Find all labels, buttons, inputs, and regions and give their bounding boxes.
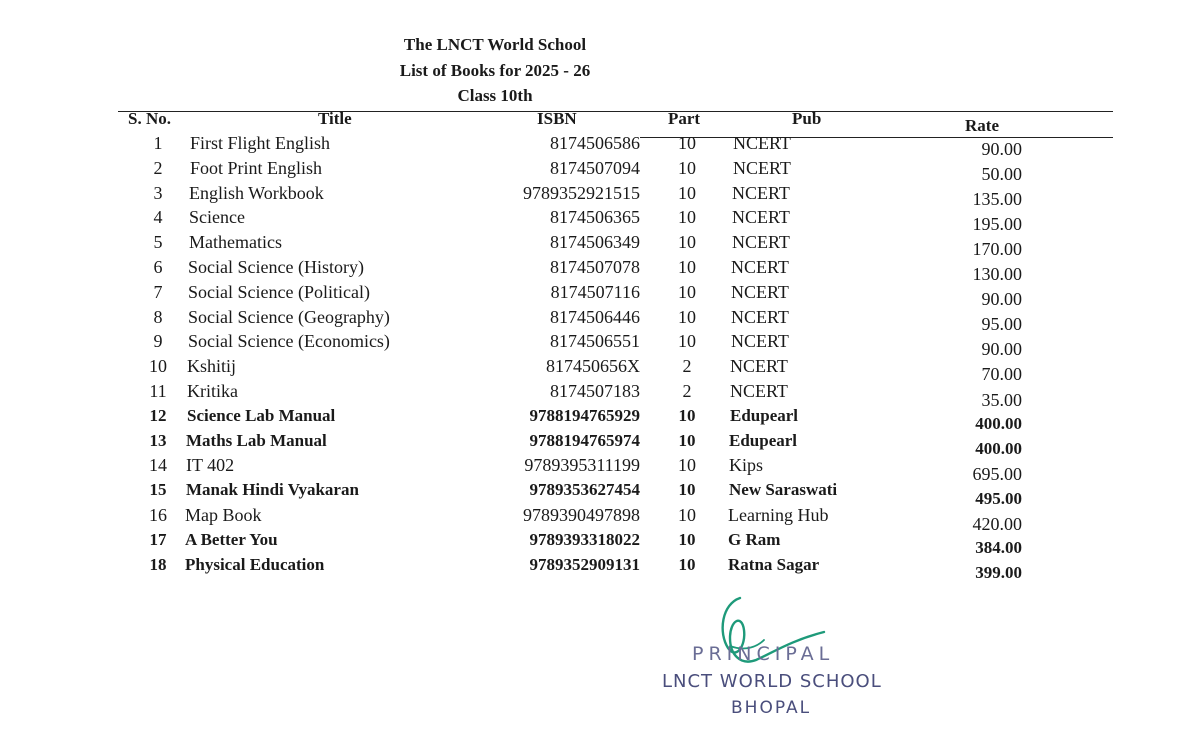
row-part: 2 <box>682 381 692 401</box>
row-title: Science <box>189 207 245 228</box>
row-rate: 399.00 <box>975 563 1022 583</box>
row-part: 10 <box>678 529 696 549</box>
row-publisher: Learning Hub <box>728 505 829 525</box>
row-rate: 400.00 <box>975 414 1022 434</box>
row-sno: 17 <box>149 529 167 549</box>
table-row <box>0 157 1201 185</box>
row-part: 10 <box>678 480 696 500</box>
row-part: 10 <box>678 405 696 425</box>
row-publisher: NCERT <box>732 207 790 228</box>
table-row <box>0 281 1201 310</box>
table-row <box>0 480 1201 508</box>
row-title: Social Science (Political) <box>188 281 370 302</box>
row-publisher: NCERT <box>731 306 789 327</box>
row-publisher: NCERT <box>730 381 788 401</box>
principal-signature <box>700 590 830 680</box>
table-row <box>0 182 1201 210</box>
stamp-school: LNCT WORLD SCHOOL <box>662 671 882 692</box>
row-isbn: 8174506551 <box>550 331 640 352</box>
table-row <box>0 430 1201 459</box>
row-part: 10 <box>678 306 696 327</box>
row-isbn: 9789395311199 <box>524 455 640 476</box>
row-part: 10 <box>678 257 696 277</box>
row-title: Kritika <box>187 381 238 401</box>
table-row <box>0 356 1201 385</box>
table-row <box>0 207 1201 235</box>
row-isbn: 817450656X <box>546 356 640 377</box>
table-row <box>0 257 1201 285</box>
row-isbn: 8174507078 <box>550 257 640 277</box>
row-sno: 7 <box>153 281 163 302</box>
row-part: 2 <box>682 356 692 377</box>
row-title: Map Book <box>185 505 262 525</box>
row-rate: 70.00 <box>981 364 1022 385</box>
table-row <box>0 529 1201 558</box>
row-part: 10 <box>678 232 696 253</box>
table-row <box>0 505 1201 534</box>
row-title: Physical Education <box>185 554 325 574</box>
row-title: Mathematics <box>189 232 282 253</box>
row-part: 10 <box>678 182 696 203</box>
row-isbn: 9789393318022 <box>529 529 640 549</box>
column-rate: Rate <box>965 116 999 135</box>
row-sno: 10 <box>149 356 167 377</box>
row-rate: 35.00 <box>981 389 1022 410</box>
row-rate: 400.00 <box>975 439 1022 459</box>
row-sno: 8 <box>153 306 163 327</box>
row-publisher: Edupearl <box>729 430 798 450</box>
column-isbn: ISBN <box>537 109 577 128</box>
row-title: IT 402 <box>186 455 235 476</box>
row-part: 10 <box>678 331 696 352</box>
row-publisher: Kips <box>729 455 764 476</box>
row-rate: 195.00 <box>972 214 1022 235</box>
list-title: List of Books for 2025 - 26 <box>399 61 591 80</box>
row-sno: 12 <box>149 405 167 425</box>
stamp-principal: PRINCIPAL <box>692 643 835 665</box>
row-part: 10 <box>678 133 696 153</box>
row-isbn: 8174506586 <box>550 133 640 153</box>
row-sno: 18 <box>149 554 167 574</box>
class-title: Class 10th <box>457 86 533 105</box>
row-publisher: NCERT <box>733 157 791 178</box>
row-title: A Better You <box>185 529 278 549</box>
row-rate: 130.00 <box>972 264 1022 285</box>
row-publisher: NCERT <box>732 182 790 203</box>
row-isbn: 8174506365 <box>550 207 640 228</box>
row-rate: 384.00 <box>975 538 1022 558</box>
row-publisher: NCERT <box>730 356 788 377</box>
row-sno: 9 <box>153 331 163 352</box>
row-rate: 420.00 <box>972 513 1022 534</box>
row-sno: 14 <box>149 455 167 476</box>
table-row <box>0 405 1201 434</box>
row-sno: 1 <box>153 133 163 153</box>
row-part: 10 <box>678 430 696 450</box>
table-row <box>0 331 1201 360</box>
row-isbn: 9788194765974 <box>529 430 640 450</box>
school-name: The LNCT World School <box>403 35 587 54</box>
row-rate: 695.00 <box>972 463 1022 484</box>
row-sno: 4 <box>153 207 163 228</box>
table-row <box>0 381 1201 410</box>
column-part: Part <box>668 109 701 128</box>
row-publisher: NCERT <box>731 257 789 277</box>
row-isbn: 8174507116 <box>550 281 640 302</box>
row-publisher: New Saraswati <box>729 480 838 500</box>
row-sno: 2 <box>153 157 163 178</box>
row-rate: 90.00 <box>981 339 1022 360</box>
row-sno: 11 <box>149 381 167 401</box>
row-part: 10 <box>678 505 696 525</box>
row-title: Science Lab Manual <box>187 405 336 425</box>
row-title: Social Science (Geography) <box>188 306 390 327</box>
row-sno: 16 <box>149 505 167 525</box>
row-title: Maths Lab Manual <box>186 430 327 450</box>
row-part: 10 <box>678 554 696 574</box>
table-row <box>0 232 1201 260</box>
row-isbn: 8174507183 <box>550 381 640 401</box>
row-part: 10 <box>678 157 696 178</box>
row-rate: 135.00 <box>972 189 1022 210</box>
row-rate: 95.00 <box>981 314 1022 335</box>
row-title: Kshitij <box>187 356 237 377</box>
row-publisher: NCERT <box>733 133 791 153</box>
row-sno: 3 <box>153 182 163 203</box>
row-sno: 5 <box>153 232 163 253</box>
column-pub: Pub <box>792 109 822 128</box>
table-row <box>0 554 1201 583</box>
row-rate: 90.00 <box>981 139 1022 159</box>
table-row <box>0 133 1201 157</box>
row-title: English Workbook <box>189 182 324 203</box>
row-publisher: Edupearl <box>730 405 799 425</box>
row-isbn: 9788194765929 <box>529 405 640 425</box>
column-sno: S. No. <box>128 109 171 128</box>
row-isbn: 8174507094 <box>550 157 640 178</box>
row-isbn: 8174506349 <box>550 232 640 253</box>
row-title: Manak Hindi Vyakaran <box>186 480 359 500</box>
stamp-city: BHOPAL <box>731 698 812 718</box>
table-row <box>0 306 1201 335</box>
header-rule <box>118 111 1113 112</box>
row-title: Social Science (Economics) <box>188 331 390 352</box>
row-publisher: NCERT <box>732 232 790 253</box>
row-isbn: 9789353627454 <box>529 480 640 500</box>
row-rate: 90.00 <box>981 289 1022 310</box>
row-isbn: 9789352909131 <box>529 554 640 574</box>
row-part: 10 <box>678 455 696 476</box>
row-rate: 495.00 <box>975 488 1022 508</box>
row-isbn: 8174506446 <box>550 306 640 327</box>
row-part: 10 <box>678 207 696 228</box>
row-sno: 6 <box>153 257 163 277</box>
row-title: Social Science (History) <box>188 257 364 277</box>
row-publisher: NCERT <box>731 281 789 302</box>
column-title: Title <box>318 109 352 128</box>
row-publisher: G Ram <box>728 529 781 549</box>
row-isbn: 9789352921515 <box>523 182 640 203</box>
row-title: First Flight English <box>190 133 331 153</box>
row-publisher: Ratna Sagar <box>728 554 820 574</box>
row-isbn: 9789390497898 <box>523 505 640 525</box>
row-rate: 50.00 <box>981 164 1022 185</box>
row-sno: 15 <box>149 480 167 500</box>
row-publisher: NCERT <box>731 331 789 352</box>
table-row <box>0 455 1201 484</box>
row-part: 10 <box>678 281 696 302</box>
row-title: Foot Print English <box>190 157 323 178</box>
row-rate: 170.00 <box>972 239 1022 260</box>
row-sno: 13 <box>149 430 167 450</box>
